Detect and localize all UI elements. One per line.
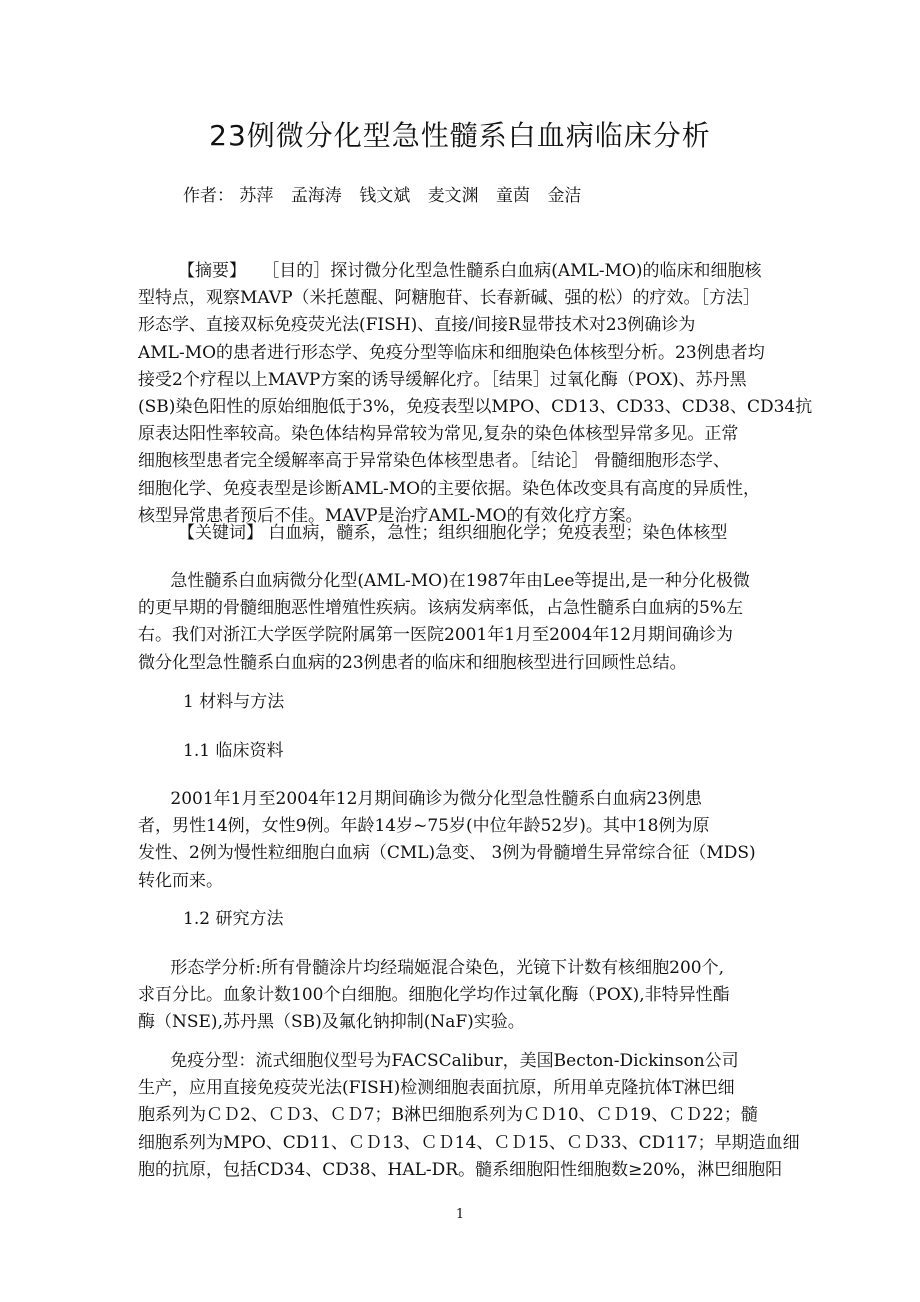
- clinical-line: 者，男性14例，女性9例。年龄14岁~75岁(中位年龄52岁)。其中18例为原: [138, 816, 710, 837]
- intro-line: 急性髓系白血病微分化型(AML-MO)在1987年由Lee等提出,是一种分化极微: [138, 571, 750, 591]
- morphology-paragraph: [138, 955, 790, 1037]
- author-line: [183, 183, 593, 209]
- abstract-line: (SB)染色阳性的原始细胞低于3%，免疫表型以MPO、CD13、CD33、CD38、CD34抗: [138, 396, 813, 417]
- author-name: 麦文渊: [427, 186, 479, 206]
- abstract-line: 细胞化学、免疫表型是诊断AML-MO的主要依据。染色体改变具有高度的异质性，: [138, 478, 761, 499]
- subsection-heading: 1.1 临床资料: [183, 741, 284, 761]
- clinical-paragraph: [138, 786, 790, 895]
- abstract-line: 接受2个疗程以上MAVP方案的诱导缓解化疗。［结果］过氧化酶（POX)、苏丹黑: [138, 369, 747, 390]
- morphology-line: 酶（NSE),苏丹黑（SB)及氟化钠抑制(NaF)实验。: [138, 1012, 525, 1033]
- morphology-line: 求百分比。血象计数100个白细胞。细胞化学均作过氧化酶（POX),非特异性酯: [138, 985, 730, 1006]
- immuno-line: 细胞系列为MPO、CD11、ＣＤ13、ＣＤ14、ＣＤ15、ＣＤ33、CD117；早期造血细: [138, 1132, 800, 1153]
- abstract-paragraph: [138, 258, 813, 530]
- immuno-line: 胞的抗原，包括CD34、CD38、HAL-DR。髓系细胞阳性细胞数≥20%，淋巴细胞阳: [138, 1159, 783, 1180]
- abstract-line: AML-MO的患者进行形态学、免疫分型等临床和细胞染色体核型分析。23例患者均: [138, 342, 765, 363]
- immuno-line: 免疫分型：流式细胞仪型号为FACSCalibur，美国Becton-Dickinson公司: [138, 1051, 739, 1071]
- morphology-line: 形态学分析:所有骨髓涂片均经瑞姬混合染色，光镜下计数有核细胞200个,: [138, 958, 725, 978]
- abstract-line: 形态学、直接双标免疫荧光法(FISH)、直接/间接R显带技术对23例确诊为: [138, 315, 696, 336]
- author-name: 苏萍: [239, 186, 274, 206]
- intro-line: 微分化型急性髓系白血病的23例患者的临床和细胞核型进行回顾性总结。: [138, 652, 687, 673]
- abstract-line: 原表达阳性率较高。染色体结构异常较为常见,复杂的染色体核型异常多见。正常: [138, 424, 739, 445]
- document-title: 23例微分化型急性髓系白血病临床分析: [209, 119, 711, 152]
- keywords: 【关键词】 白血病，髓系，急性；组织细胞化学；免疫表型；染色体核型: [178, 523, 728, 543]
- immuno-paragraph: [138, 1048, 800, 1184]
- author-name: 童茵: [496, 186, 531, 206]
- clinical-line: 发性、2例为慢性粒细胞白血病（CML)急变、 3例为骨髓增生异常综合征（MDS): [138, 843, 756, 864]
- author-name: 金洁: [547, 186, 582, 206]
- clinical-line: 转化而来。: [138, 870, 223, 891]
- clinical-line: 2001年1月至2004年12月期间确诊为微分化型急性髓系白血病23例患: [138, 789, 703, 809]
- page-number: 1: [455, 1207, 465, 1222]
- abstract-line: 核型异常患者预后不佳。MAVP是治疗AML-MO的有效化疗方案。: [138, 505, 643, 526]
- abstract-line: 细胞核型患者完全缓解率高于异常染色体核型患者。［结论］ 骨髓细胞形态学、: [138, 451, 730, 472]
- immuno-line: 生产，应用直接免疫荧光法(FISH)检测细胞表面抗原，所用单克隆抗体T淋巴细: [138, 1078, 735, 1099]
- immuno-line: 胞系列为ＣＤ2、ＣＤ3、ＣＤ7；B淋巴细胞系列为ＣＤ10、ＣＤ19、ＣＤ22；髓: [138, 1105, 758, 1126]
- author-name: 钱文斌: [359, 186, 411, 206]
- subsection-heading: 1.2 研究方法: [183, 909, 284, 929]
- intro-line: 的更早期的骨髓细胞恶性增殖性疾病。该病发病率低，占急性髓系白血病的5%左: [138, 598, 743, 619]
- abstract-line: 型特点，观察MAVP（米托蒽醌、阿糖胞苷、长春新碱、强的松）的疗效。［方法］: [138, 288, 761, 309]
- author-label: 作者：: [183, 186, 234, 206]
- intro-paragraph: [138, 568, 790, 677]
- intro-line: 右。我们对浙江大学医学院附属第一医院2001年1月至2004年12月期间确诊为: [138, 625, 733, 646]
- section-heading: 1 材料与方法: [183, 692, 285, 712]
- author-name: 孟海涛: [290, 186, 342, 206]
- abstract-line: 【摘要】 ［目的］探讨微分化型急性髓系白血病(AML-MO)的临床和细胞核: [178, 261, 762, 281]
